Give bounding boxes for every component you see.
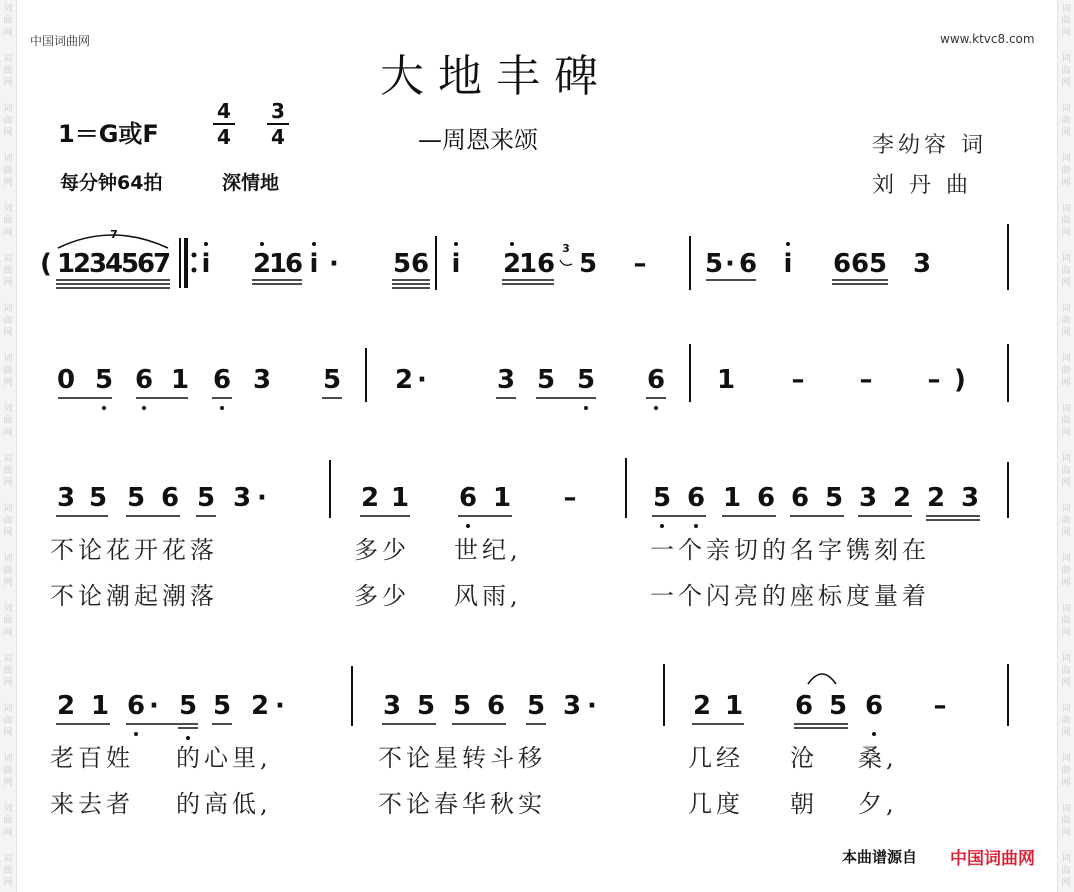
watermark-glyph: 网 bbox=[1061, 428, 1071, 438]
dot: · bbox=[329, 249, 339, 279]
note: 1 bbox=[170, 365, 190, 395]
note: 1 bbox=[56, 249, 76, 279]
watermark-glyph: 网 bbox=[3, 128, 13, 138]
note: 5 bbox=[392, 249, 412, 279]
watermark-glyph: 曲 bbox=[1061, 566, 1071, 576]
lyric-phrase: 多少 bbox=[354, 536, 410, 564]
watermark-glyph: 词 bbox=[1061, 704, 1071, 714]
note: 7 bbox=[152, 249, 172, 279]
octave-dot bbox=[260, 242, 264, 246]
note: 2 bbox=[892, 483, 912, 513]
slur bbox=[808, 674, 836, 684]
low-octave-dot bbox=[142, 406, 146, 410]
watermark-glyph: 词 bbox=[1061, 154, 1071, 164]
note: 1 bbox=[716, 365, 736, 395]
watermark-glyph: 词 bbox=[3, 554, 13, 564]
song-title: 大地丰碑 bbox=[380, 51, 612, 102]
note: 6 bbox=[212, 365, 232, 395]
note: 6 bbox=[160, 483, 180, 513]
open-paren: ( bbox=[40, 249, 52, 279]
watermark-glyph: 曲 bbox=[1061, 366, 1071, 376]
note: 3 bbox=[252, 365, 272, 395]
watermark-glyph: 曲 bbox=[3, 716, 13, 726]
lyric-phrase: 不论潮起潮落 bbox=[50, 582, 218, 610]
watermark-glyph: 网 bbox=[1061, 128, 1071, 138]
note: 1 bbox=[268, 249, 288, 279]
watermark-glyph: 词 bbox=[3, 254, 13, 264]
note: 1 bbox=[518, 249, 538, 279]
watermark-glyph: 曲 bbox=[3, 866, 13, 876]
watermark-glyph: 网 bbox=[1061, 178, 1071, 188]
lyric-phrase: 朝 bbox=[790, 790, 818, 818]
watermark-glyph: 词 bbox=[3, 304, 13, 314]
note: 3 bbox=[232, 483, 252, 513]
watermark-glyph: 网 bbox=[3, 178, 13, 188]
note: 1 bbox=[722, 483, 742, 513]
note: 1 bbox=[90, 691, 110, 721]
watermark-glyph: 网 bbox=[1061, 828, 1071, 838]
watermark-glyph: 曲 bbox=[1061, 216, 1071, 226]
watermark-glyph: 曲 bbox=[1061, 66, 1071, 76]
watermark-glyph: 网 bbox=[3, 678, 13, 688]
note: i bbox=[783, 249, 793, 279]
repeat-dot bbox=[192, 253, 197, 258]
lyric-phrase: 不论春华秋实 bbox=[378, 790, 546, 818]
note: 5 bbox=[536, 365, 556, 395]
dash: – bbox=[927, 365, 941, 395]
watermark-glyph: 词 bbox=[3, 804, 13, 814]
low-octave-dot bbox=[466, 524, 470, 528]
note: 3 bbox=[912, 249, 932, 279]
watermark-glyph: 词 bbox=[1061, 354, 1071, 364]
watermark-glyph: 曲 bbox=[1061, 716, 1071, 726]
low-octave-dot bbox=[654, 406, 658, 410]
note: 6 bbox=[794, 691, 814, 721]
watermark-glyph: 词 bbox=[1061, 254, 1071, 264]
note: 3 bbox=[858, 483, 878, 513]
lyric-phrase: 风雨, bbox=[454, 582, 522, 610]
dot: · bbox=[725, 249, 735, 279]
note: 1 bbox=[492, 483, 512, 513]
watermark-glyph: 曲 bbox=[3, 766, 13, 776]
note: 5 bbox=[416, 691, 436, 721]
time-signature-3-4: 3 4 bbox=[267, 100, 289, 148]
watermark-glyph: 网 bbox=[1061, 478, 1071, 488]
watermark-glyph: 曲 bbox=[1061, 866, 1071, 876]
watermark-glyph: 词 bbox=[1061, 304, 1071, 314]
note: 5 bbox=[120, 249, 140, 279]
watermark-glyph: 网 bbox=[1061, 778, 1071, 788]
watermark-glyph: 网 bbox=[3, 78, 13, 88]
watermark-glyph: 词 bbox=[3, 454, 13, 464]
lyric-phrase: 不论花开花落 bbox=[50, 536, 218, 564]
watermark-glyph: 网 bbox=[1061, 578, 1071, 588]
octave-dot bbox=[510, 242, 514, 246]
note: 3 bbox=[382, 691, 402, 721]
watermark-glyph: 网 bbox=[3, 378, 13, 388]
note: 5 bbox=[578, 249, 598, 279]
watermark-glyph: 网 bbox=[1061, 78, 1071, 88]
lyric-phrase: 的心里, bbox=[176, 744, 272, 772]
note: i bbox=[451, 249, 461, 279]
watermark-glyph: 网 bbox=[1061, 28, 1071, 38]
lyric-phrase: 几度 bbox=[688, 790, 744, 818]
low-octave-dot bbox=[584, 406, 588, 410]
note: 3 bbox=[496, 365, 516, 395]
note: 5 bbox=[452, 691, 472, 721]
watermark-glyph: 网 bbox=[1061, 878, 1071, 888]
note: 2 bbox=[394, 365, 414, 395]
source-site-link[interactable]: 中国词曲网 bbox=[950, 849, 1035, 869]
note: 1 bbox=[390, 483, 410, 513]
watermark-glyph: 曲 bbox=[1061, 116, 1071, 126]
dot: · bbox=[149, 691, 159, 721]
note: 5 bbox=[94, 365, 114, 395]
octave-dot bbox=[454, 242, 458, 246]
note: i bbox=[309, 249, 319, 279]
lyric-phrase: 来去者 bbox=[50, 790, 134, 818]
watermark-glyph: 曲 bbox=[1061, 266, 1071, 276]
watermark-glyph: 词 bbox=[1061, 754, 1071, 764]
dot: · bbox=[587, 691, 597, 721]
low-octave-dot bbox=[220, 406, 224, 410]
note: 2 bbox=[926, 483, 946, 513]
note: 2 bbox=[360, 483, 380, 513]
watermark-glyph: 词 bbox=[3, 4, 13, 14]
watermark-glyph: 网 bbox=[3, 28, 13, 38]
watermark-glyph: 网 bbox=[3, 428, 13, 438]
composer-credit: 刘 丹 曲 bbox=[872, 173, 972, 198]
octave-dot bbox=[786, 242, 790, 246]
dot: · bbox=[257, 483, 267, 513]
watermark-glyph: 词 bbox=[1061, 654, 1071, 664]
watermark-glyph: 网 bbox=[3, 528, 13, 538]
watermark-glyph: 词 bbox=[3, 754, 13, 764]
watermark-glyph: 词 bbox=[1061, 204, 1071, 214]
note: 6 bbox=[686, 483, 706, 513]
watermark-glyph: 词 bbox=[1061, 4, 1071, 14]
watermark-glyph: 网 bbox=[1061, 228, 1071, 238]
expression-marking: 深情地 bbox=[222, 172, 280, 194]
note: 2 bbox=[250, 691, 270, 721]
low-octave-dot bbox=[694, 524, 698, 528]
dash: – bbox=[933, 691, 947, 721]
watermark-glyph: 曲 bbox=[3, 16, 13, 26]
watermark-glyph: 曲 bbox=[1061, 316, 1071, 326]
watermark-glyph: 曲 bbox=[1061, 466, 1071, 476]
note: 3 bbox=[562, 691, 582, 721]
note: 2 bbox=[502, 249, 522, 279]
watermark-glyph: 词 bbox=[3, 854, 13, 864]
key-signature: 1＝G或F bbox=[58, 120, 159, 148]
watermark-glyph: 词 bbox=[3, 704, 13, 714]
low-octave-dot bbox=[660, 524, 664, 528]
watermark-glyph: 曲 bbox=[3, 116, 13, 126]
dash: – bbox=[859, 365, 873, 395]
watermark-glyph: 曲 bbox=[1061, 516, 1071, 526]
note: 6 bbox=[458, 483, 478, 513]
watermark-glyph: 曲 bbox=[3, 666, 13, 676]
dash: – bbox=[563, 483, 577, 513]
note: 5 bbox=[652, 483, 672, 513]
watermark-glyph: 曲 bbox=[3, 216, 13, 226]
dot: · bbox=[417, 365, 427, 395]
note: 5 bbox=[526, 691, 546, 721]
watermark-glyph: 词 bbox=[1061, 454, 1071, 464]
lyric-phrase: 夕, bbox=[858, 790, 898, 818]
watermark-glyph: 网 bbox=[3, 778, 13, 788]
note: 6 bbox=[756, 483, 776, 513]
watermark-glyph: 词 bbox=[3, 654, 13, 664]
watermark-glyph: 网 bbox=[3, 278, 13, 288]
watermark-glyph: 网 bbox=[1061, 628, 1071, 638]
watermark-glyph: 曲 bbox=[3, 366, 13, 376]
tempo-marking: 每分钟64拍 bbox=[60, 172, 163, 194]
note: 2 bbox=[56, 691, 76, 721]
note: 6 bbox=[832, 249, 852, 279]
watermark-glyph: 词 bbox=[1061, 604, 1071, 614]
watermark-glyph: 词 bbox=[1061, 554, 1071, 564]
watermark-glyph: 词 bbox=[1061, 404, 1071, 414]
watermark-glyph: 曲 bbox=[3, 516, 13, 526]
grace-note: 3 bbox=[562, 242, 570, 255]
note: 6 bbox=[126, 691, 146, 721]
dash: – bbox=[791, 365, 805, 395]
watermark-glyph: 网 bbox=[3, 828, 13, 838]
close-paren: ) bbox=[954, 365, 966, 395]
octave-dot bbox=[312, 242, 316, 246]
note: 2 bbox=[72, 249, 92, 279]
watermark-glyph: 曲 bbox=[1061, 766, 1071, 776]
site-name-header: 中国词曲网 bbox=[30, 34, 91, 48]
score-line-1 bbox=[40, 224, 1008, 290]
note: 5 bbox=[828, 691, 848, 721]
note: 5 bbox=[322, 365, 342, 395]
lyric-phrase: 沧 bbox=[790, 744, 818, 772]
low-octave-dot bbox=[872, 732, 876, 736]
watermark-glyph: 网 bbox=[3, 728, 13, 738]
watermark-glyph: 网 bbox=[1061, 328, 1071, 338]
watermark-glyph: 曲 bbox=[3, 66, 13, 76]
watermark-glyph: 曲 bbox=[1061, 16, 1071, 26]
octave-dot bbox=[204, 242, 208, 246]
watermark-glyph: 曲 bbox=[3, 566, 13, 576]
note: 6 bbox=[536, 249, 556, 279]
lyric-phrase: 世纪, bbox=[454, 536, 522, 564]
watermark-glyph: 曲 bbox=[3, 616, 13, 626]
note: i bbox=[201, 249, 211, 279]
watermark-glyph: 曲 bbox=[1061, 166, 1071, 176]
watermark-glyph: 曲 bbox=[1061, 666, 1071, 676]
repeat-dot bbox=[192, 268, 197, 273]
note: 5 bbox=[126, 483, 146, 513]
watermark-glyph: 词 bbox=[3, 104, 13, 114]
watermark-glyph: 词 bbox=[1061, 104, 1071, 114]
note: 4 bbox=[104, 249, 124, 279]
note: 6 bbox=[738, 249, 758, 279]
watermark-glyph: 词 bbox=[3, 404, 13, 414]
lyric-phrase: 桑, bbox=[858, 744, 898, 772]
note: 6 bbox=[284, 249, 304, 279]
note: 5 bbox=[212, 691, 232, 721]
lyric-phrase: 几经 bbox=[688, 744, 744, 772]
watermark-glyph: 网 bbox=[3, 578, 13, 588]
score-line-3 bbox=[50, 458, 1008, 610]
watermark-glyph: 曲 bbox=[3, 466, 13, 476]
note: 6 bbox=[646, 365, 666, 395]
note: 6 bbox=[410, 249, 430, 279]
lyric-phrase: 的高低, bbox=[176, 790, 272, 818]
dash: – bbox=[633, 249, 647, 279]
low-octave-dot bbox=[186, 736, 190, 740]
note: 5 bbox=[704, 249, 724, 279]
lyric-phrase: 不论星转斗移 bbox=[378, 744, 546, 772]
watermark-glyph: 曲 bbox=[3, 166, 13, 176]
watermark-glyph: 网 bbox=[3, 328, 13, 338]
note: 2 bbox=[692, 691, 712, 721]
watermark-glyph: 曲 bbox=[3, 416, 13, 426]
note: 6 bbox=[136, 249, 156, 279]
watermark-glyph: 词 bbox=[3, 54, 13, 64]
watermark-glyph: 词 bbox=[1061, 504, 1071, 514]
watermark-glyph: 词 bbox=[3, 504, 13, 514]
source-label: 本曲谱源自 bbox=[842, 848, 918, 866]
note: 6 bbox=[864, 691, 884, 721]
watermark-glyph: 词 bbox=[1061, 54, 1071, 64]
watermark-glyph: 网 bbox=[3, 478, 13, 488]
watermark-glyph: 网 bbox=[1061, 528, 1071, 538]
grace-slur bbox=[560, 260, 572, 265]
lyric-phrase: 一个亲切的名字镌刻在 bbox=[650, 536, 930, 564]
note: 3 bbox=[56, 483, 76, 513]
note: 3 bbox=[88, 249, 108, 279]
lyricist-credit: 李幼容 词 bbox=[872, 133, 987, 158]
note: 3 bbox=[960, 483, 980, 513]
watermark-glyph: 词 bbox=[3, 154, 13, 164]
watermark-glyph: 词 bbox=[3, 604, 13, 614]
watermark-glyph: 词 bbox=[1061, 804, 1071, 814]
watermark-glyph: 词 bbox=[3, 354, 13, 364]
watermark-glyph: 网 bbox=[3, 628, 13, 638]
note: 0 bbox=[56, 365, 76, 395]
note: 2 bbox=[252, 249, 272, 279]
note: 5 bbox=[824, 483, 844, 513]
watermark-glyph: 词 bbox=[3, 204, 13, 214]
lyric-phrase: 一个闪亮的座标度量着 bbox=[650, 582, 930, 610]
note: 6 bbox=[486, 691, 506, 721]
watermark-glyph: 网 bbox=[1061, 678, 1071, 688]
song-subtitle: —周恩来颂 bbox=[418, 126, 538, 154]
note: 5 bbox=[178, 691, 198, 721]
score-line-4 bbox=[50, 664, 1008, 818]
note: 6 bbox=[134, 365, 154, 395]
note: 1 bbox=[724, 691, 744, 721]
watermark-glyph: 网 bbox=[1061, 378, 1071, 388]
note: 6 bbox=[790, 483, 810, 513]
score-line-2 bbox=[57, 344, 1008, 410]
watermark-glyph: 曲 bbox=[1061, 416, 1071, 426]
watermark-glyph: 网 bbox=[3, 228, 13, 238]
watermark-glyph: 曲 bbox=[1061, 616, 1071, 626]
watermark-glyph: 词 bbox=[1061, 854, 1071, 864]
note: 5 bbox=[576, 365, 596, 395]
note: 5 bbox=[868, 249, 888, 279]
lyric-phrase: 多少 bbox=[354, 582, 410, 610]
dot: · bbox=[275, 691, 285, 721]
watermark-glyph: 曲 bbox=[3, 266, 13, 276]
time-signature-4-4: 4 4 bbox=[213, 100, 235, 148]
note: 5 bbox=[196, 483, 216, 513]
lyric-phrase: 老百姓 bbox=[50, 744, 134, 772]
watermark-glyph: 曲 bbox=[3, 316, 13, 326]
site-url-header: www.ktvc8.com bbox=[940, 32, 1035, 46]
watermark-glyph: 曲 bbox=[1061, 816, 1071, 826]
low-octave-dot bbox=[134, 732, 138, 736]
low-octave-dot bbox=[102, 406, 106, 410]
watermark-glyph: 网 bbox=[1061, 728, 1071, 738]
watermark-glyph: 网 bbox=[1061, 278, 1071, 288]
note: 5 bbox=[88, 483, 108, 513]
watermark-glyph: 曲 bbox=[3, 816, 13, 826]
note: 6 bbox=[850, 249, 870, 279]
ornament-number: 7 bbox=[110, 228, 118, 241]
watermark-glyph: 网 bbox=[3, 878, 13, 888]
